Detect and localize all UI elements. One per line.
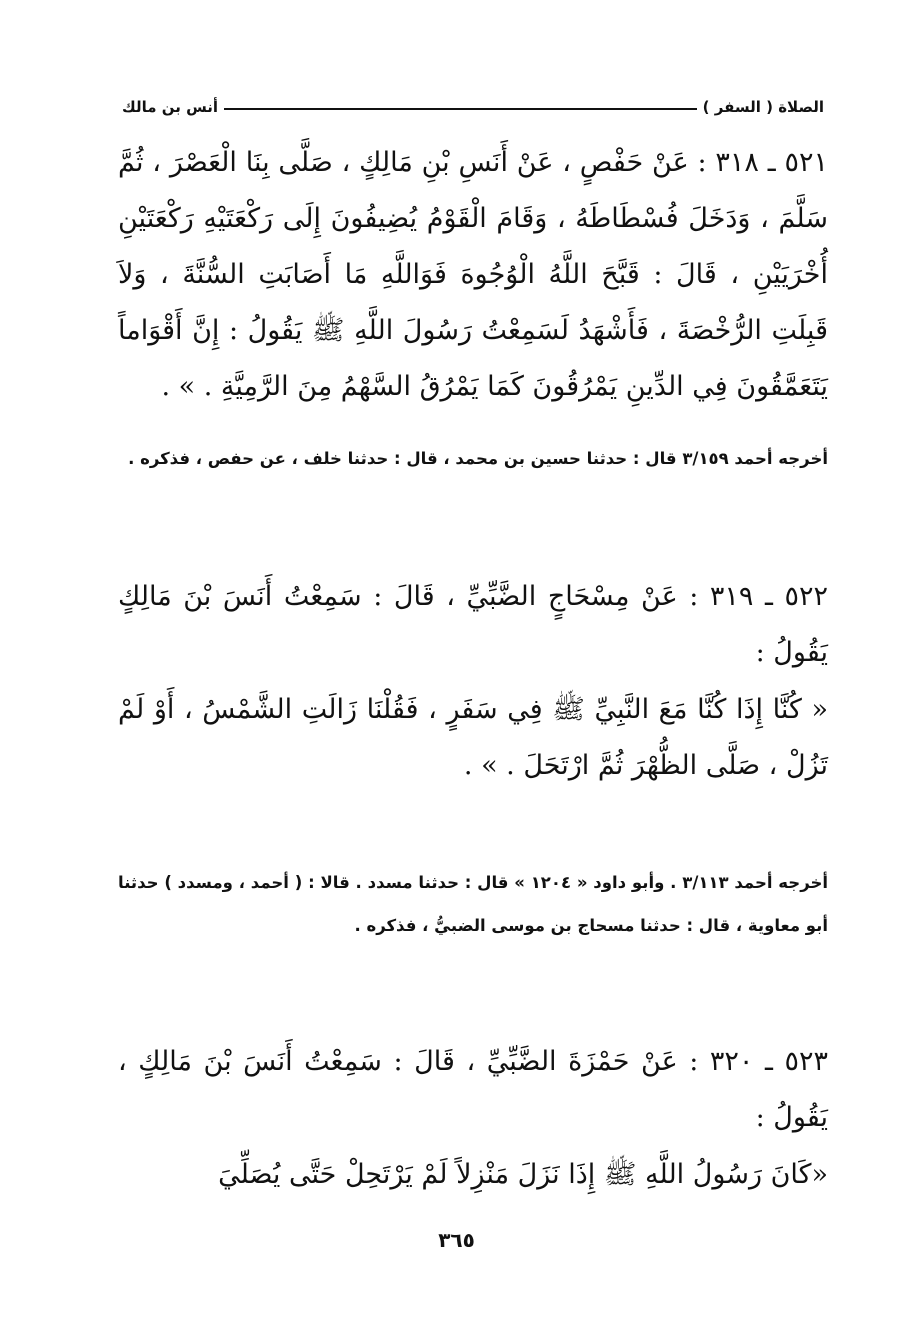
takhrij-521: أخرجه أحمد ٣/١٥٩ قال : حدثنا حسين بن محمد ، قال : حدثنا خلف ، عن حفص ، فذكره . — [128, 449, 828, 468]
hadith-522-text: ٥٢٢ ـ ٣١٩ : عَنْ مِسْحَاجٍ الضَّبِّيِّ ، قَالَ : سَمِعْتُ أَنَسَ بْنَ مَالِكٍ يَقُولُ : — [118, 581, 828, 668]
header-rule — [224, 108, 697, 110]
hadith-523-text: ٥٢٣ ـ ٣٢٠ : عَنْ حَمْزَةَ الضَّبِّيِّ ، قَالَ : سَمِعْتُ أَنَسَ بْنَ مَالِكٍ ، يَقُولُ : — [118, 1046, 828, 1133]
narrator-title: أنس بن مالك — [122, 98, 219, 116]
hadith-523-quote: «كَانَ رَسُولُ اللَّهِ ﷺ إِذَا نَزَلَ مَنْزِلاً لَمْ يَرْتَحِلْ حَتَّى يُصَلِّيَ — [218, 1159, 828, 1190]
hadith-521-text: ٥٢١ ـ ٣١٨ : عَنْ حَفْصٍ ، عَنْ أَنَسِ بْنِ مَالِكٍ ، صَلَّى بِنَا الْعَصْرَ ، ثُمَّ سَلَّمَ ، وَدَخَلَ فُسْطَاطَهُ ، وَقَامَ الْقَوْمُ يُضِيفُونَ إِلَى رَكْعَتَيْهِ رَكْعَتَيْنِ أُخْرَيَيْنِ ، قَالَ : قَبَّحَ اللَّهُ الْوُجُوهَ فَوَاللَّهِ مَا أَصَابَتِ السُّنَّةَ ، وَلاَ قَبِلَتِ الرُّخْصَةَ ، فَأَشْهَدُ لَسَمِعْتُ رَسُولَ اللَّهِ ﷺ يَقُولُ : إِنَّ أَقْوَاماً يَتَعَمَّقُونَ فِي الدِّينِ يَمْرُقُونَ كَمَا يَمْرُقُ السَّهْمُ مِنَ الرَّمِيَّةِ . » . — [118, 147, 828, 402]
page-number: ٣٦٥ — [438, 1228, 475, 1252]
hadith-522-quote: « كُنَّا إِذَا كُنَّا مَعَ النَّبِيِّ ﷺ فِي سَفَرٍ ، فَقُلْنَا زَالَتِ الشَّمْسُ ، أَوْ لَمْ تَزُلْ ، صَلَّى الظُّهْرَ ثُمَّ ارْتَحَلَ . » . — [118, 694, 828, 781]
takhrij-522: أخرجه أحمد ٣/١١٣ . وأبو داود « ١٢٠٤ » قال : حدثنا مسدد . قالا : ( أحمد ، ومسدد ) حدثنا أبو معاوية ، قال : حدثنا مسحاج بن موسى الضبيُّ ، فذكره . — [118, 873, 829, 935]
running-header — [122, 82, 824, 116]
chapter-title: الصلاة ( السفر ) — [702, 98, 824, 116]
